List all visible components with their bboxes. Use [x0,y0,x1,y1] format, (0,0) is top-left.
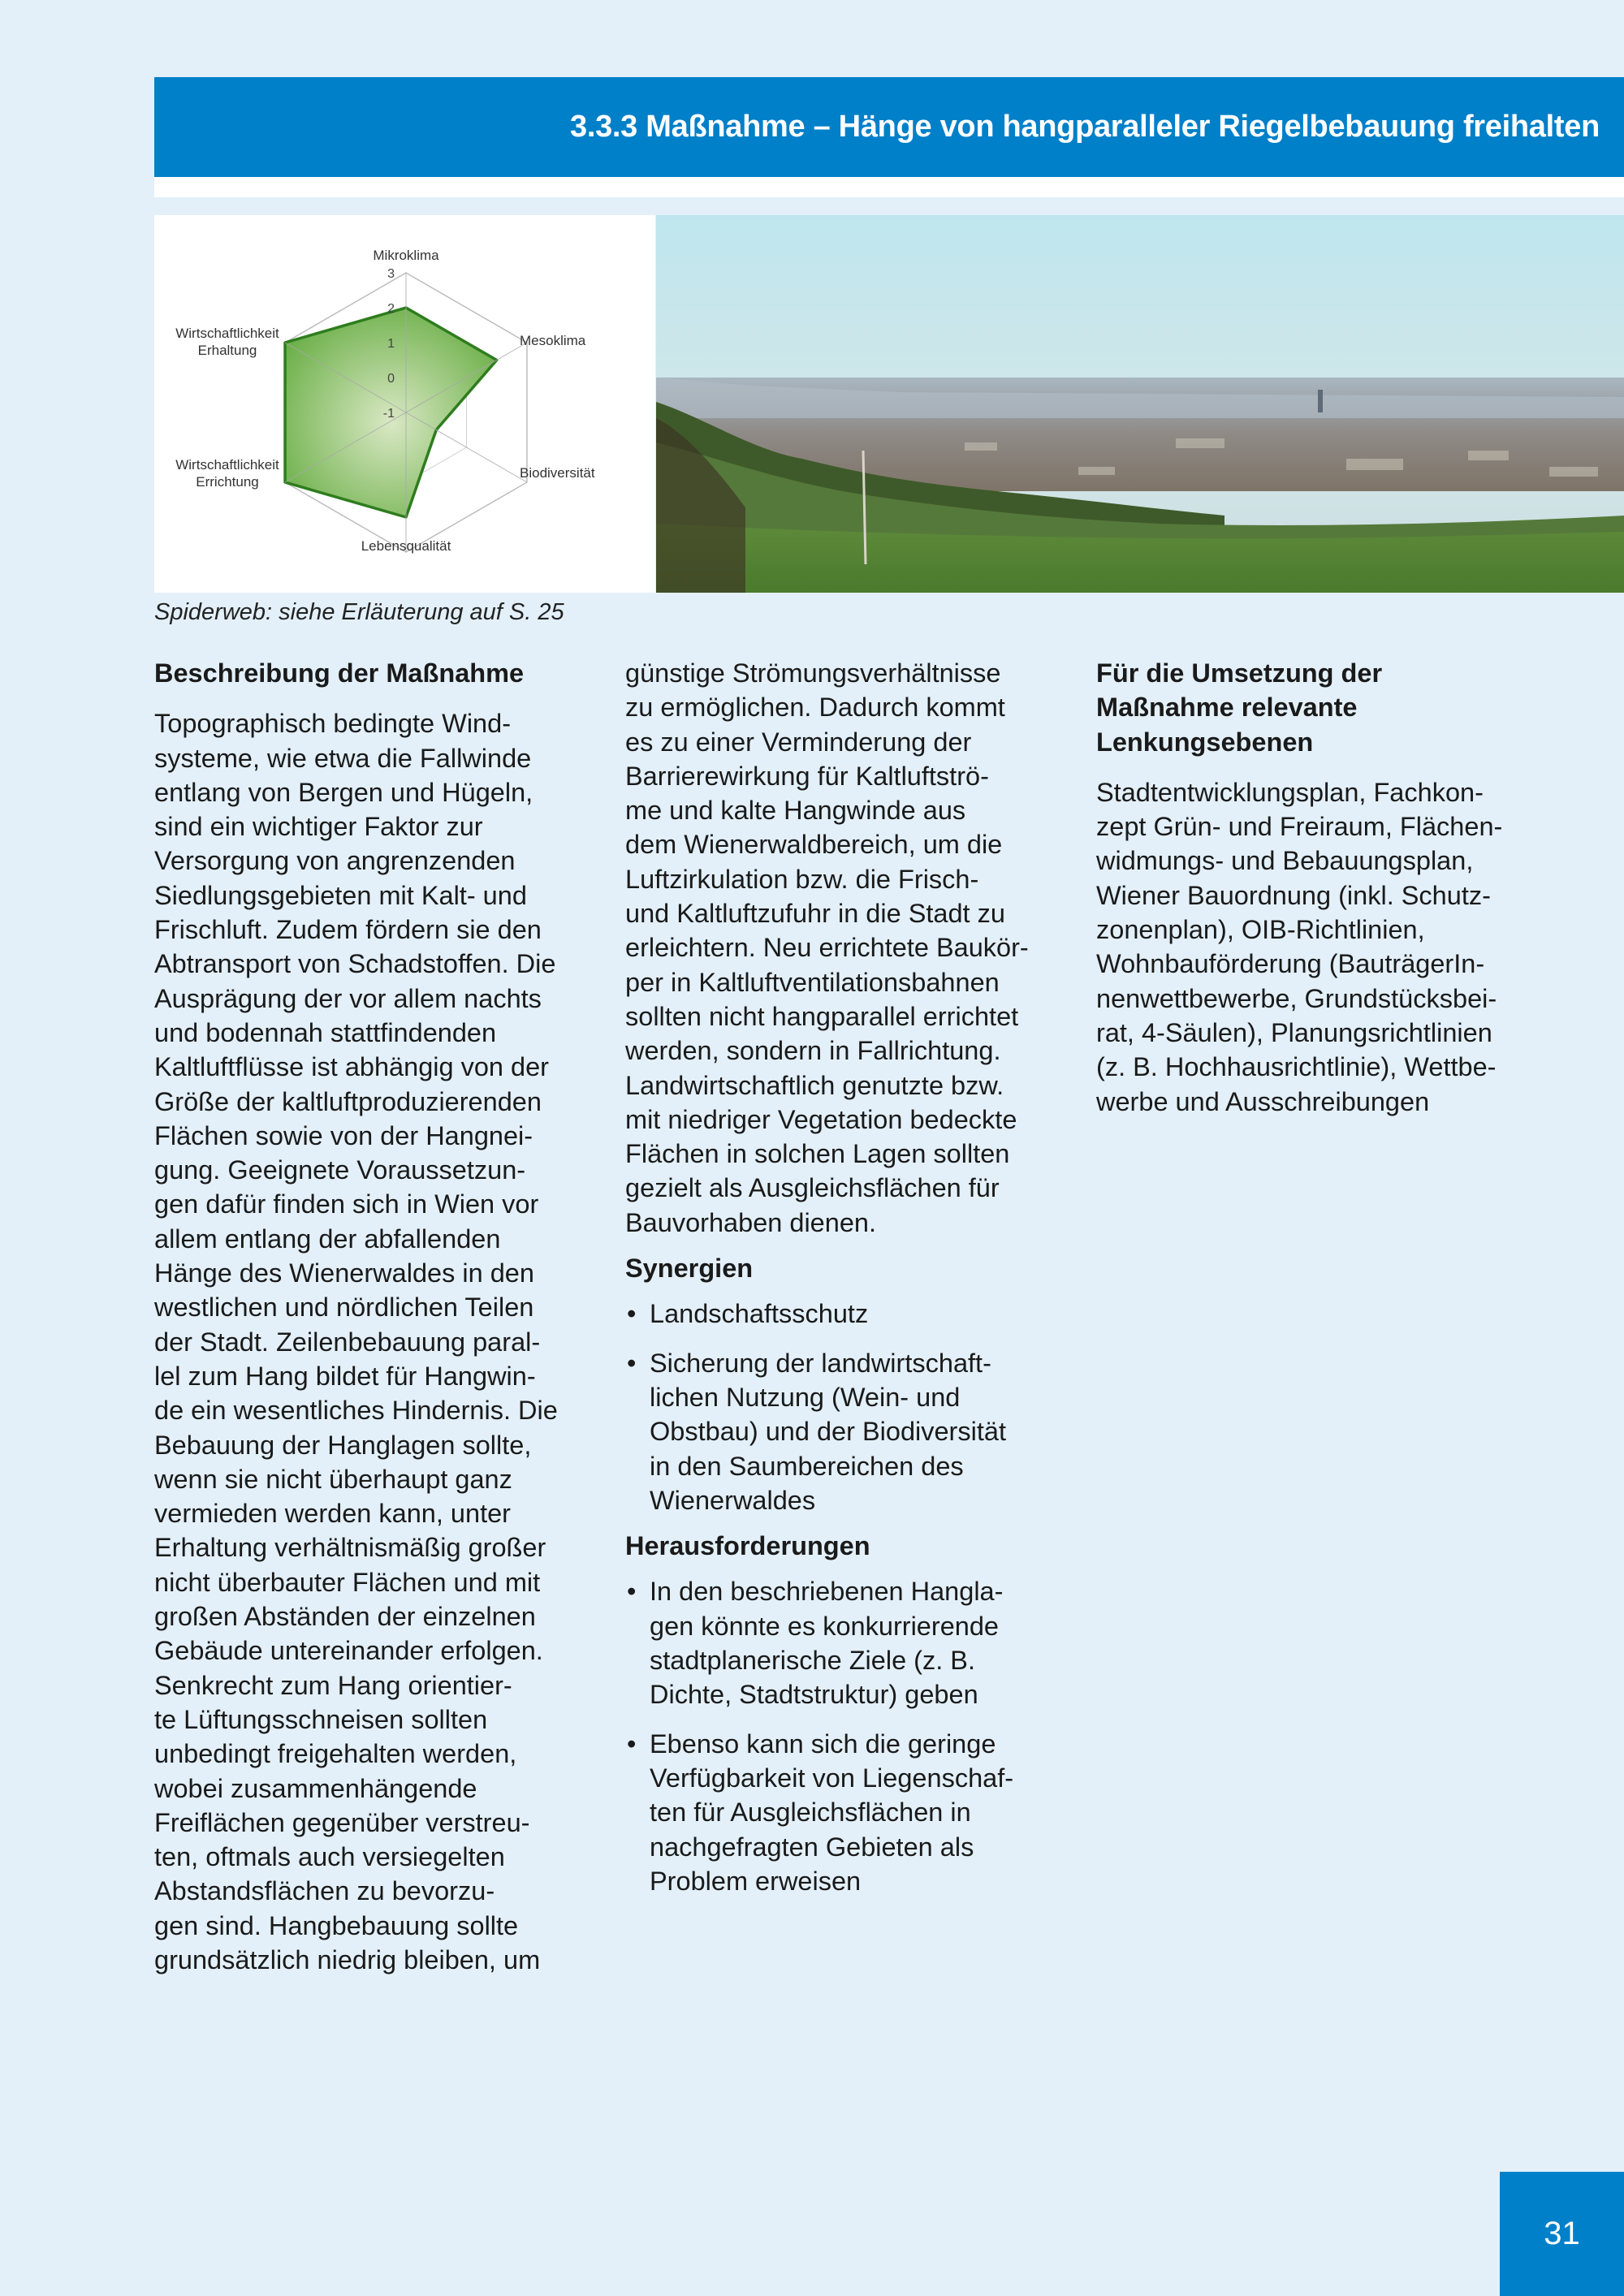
text-line: Wohnbauförderung (BauträgerIn- [1096,949,1485,979]
radar-axis-label: Mesoklima [520,333,586,348]
text-line: Lenkungsebenen [1096,727,1314,757]
spiderweb-chart [154,215,655,593]
radar-axis-label: Biodiversität [520,465,595,481]
text-line: Abtransport von Schadstoffen. Die [154,949,556,979]
text-line: zonenplan), OIB-Richtlinien, [1096,915,1425,945]
text-line: Problem erweisen [650,1866,862,1896]
text-line: nachgefragten Gebieten als [650,1832,974,1862]
text-line: nicht überbauter Flächen und mit [154,1567,541,1597]
text-line: Erhaltung verhältnismäßig großer [154,1533,546,1563]
text-line: gen dafür finden sich in Wien vor [154,1189,539,1219]
text-line: allem entlang der abfallenden [154,1224,501,1254]
text-line: es zu einer Verminderung der [625,727,972,757]
text-line: Bebauung der Hanglagen sollte, [154,1430,532,1460]
radar-axis-label: Lebensqualität [361,538,451,554]
text-line: in den Saumbereichen des [650,1451,964,1481]
text-line: • In den beschriebenen Hangla- [650,1577,1004,1607]
text-line: Verfügbarkeit von Liegenschaf- [650,1763,1014,1793]
radar-tick: -1 [382,407,395,421]
text-line: Wienerwaldes [650,1485,816,1515]
header-divider-strip [154,177,1624,197]
text-line: Barrierewirkung für Kaltluftströ- [625,761,989,791]
figure-caption: Spiderweb: siehe Erläuterung auf S. 25 [154,599,564,625]
text-line: rat, 4-Säulen), Planungsrichtlinien [1096,1017,1492,1047]
text-line: Topographisch bedingte Wind- [154,709,512,739]
text-line: erleichtern. Neu errichtete Baukör- [625,933,1029,963]
radar-axis-label: Wirtschaftlichkeit [175,457,279,473]
text-line: ten, oftmals auch versiegelten [154,1842,505,1872]
text-line: und bodennah stattfindenden [154,1017,497,1047]
text-line: dem Wienerwaldbereich, um die [625,830,1003,860]
challenges-list [625,1574,1064,1898]
text-line: stadtplanerische Ziele (z. B. [650,1646,976,1676]
text-line: mit niedriger Vegetation bedeckte [625,1104,1017,1134]
text-line: günstige Strömungsverhältnisse [625,658,1001,688]
text-line: vermieden werden kann, unter [154,1499,512,1529]
text-line: Freiflächen gegenüber verstreu- [154,1807,530,1837]
text-line: lel zum Hang bildet für Hangwin- [154,1361,536,1391]
text-line: sind ein wichtiger Faktor zur [154,812,483,842]
text-line: Obstbau) und der Biodiversität [650,1417,1006,1447]
text-line: großen Abständen der einzelnen [154,1602,536,1632]
page-number: 31 [1544,2216,1580,2251]
text-line: • Landschaftsschutz [650,1299,869,1329]
text-line: sollten nicht hangparallel errichtet [625,1001,1019,1031]
text-line: Flächen in solchen Lagen sollten [625,1139,1010,1169]
text-line: (z. B. Hochhausrichtlinie), Wettbe- [1096,1052,1497,1082]
radar-tick: 1 [387,337,395,351]
text-line: zept Grün- und Freiraum, Flächen- [1096,812,1503,842]
text-line: Für die Umsetzung der [1096,658,1383,688]
radar-tick: 0 [387,372,395,386]
page-number-box [1500,2172,1624,2296]
synergy-item [625,1297,1064,1331]
text-line: systeme, wie etwa die Fallwinde [154,743,532,773]
text-line: nenwettbewerbe, Grundstücksbei- [1096,983,1497,1013]
text-line: gezielt als Ausgleichsflächen für [625,1173,1000,1203]
text-line: der Stadt. Zeilenbebauung paral- [154,1327,541,1357]
text-line: Hänge des Wienerwaldes in den [154,1258,534,1288]
radar-axis-label: Errichtung [196,474,259,490]
text-line: de ein wesentliches Hindernis. Die [154,1396,558,1426]
text-line: • Ebenso kann sich die geringe [650,1728,996,1759]
text-line: wobei zusammenhängende [154,1773,477,1803]
text-line: werbe und Ausschreibungen [1096,1086,1430,1116]
text-line: Versorgung von angrenzenden [154,846,516,876]
text-line: Dichte, Stadtstruktur) geben [650,1680,978,1710]
text-line: Flächen sowie von der Hangnei- [154,1120,533,1150]
heading-challenges: Herausforderungen [625,1531,870,1561]
text-line: per in Kaltluftventilationsbahnen [625,967,1000,997]
text-line: Bauvorhaben dienen. [625,1207,877,1237]
section-header [154,77,1624,177]
text-line: Stadtentwicklungsplan, Fachkon- [1096,777,1484,807]
text-line: grundsätzlich niedrig bleiben, um [154,1944,541,1974]
text-line: Größe der kaltluftproduzierenden [154,1086,542,1116]
text-line: Ausprägung der vor allem nachts [154,983,542,1013]
text-line: Wiener Bauordnung (inkl. Schutz- [1096,880,1491,910]
text-line: gung. Geeignete Voraussetzun- [154,1155,526,1185]
text-line: Luftzirkulation bzw. die Frisch- [625,864,979,894]
text-line: Senkrecht zum Hang orientier- [154,1670,512,1700]
synergy-item [625,1346,1064,1517]
heading-synergies: Synergien [625,1254,754,1284]
radar-axis-label: Mikroklima [373,248,439,263]
text-line: me und kalte Hangwinde aus [625,796,966,826]
description-paragraph [154,706,593,1977]
text-line: Frischluft. Zudem fördern sie den [154,915,542,945]
text-line: Kaltluftflüsse ist abhängig von der [154,1052,549,1082]
text-line: gen sind. Hangbebauung sollte [154,1910,519,1940]
column-governance [1096,656,1559,1119]
challenge-item [625,1727,1064,1898]
text-line: widmungs- und Bebauungsplan, [1096,846,1474,876]
text-line: Maßnahme relevante [1096,693,1358,723]
text-line: Landwirtschaftlich genutzte bzw. [625,1070,1004,1100]
text-line: • Sicherung der landwirtschaft- [650,1348,991,1378]
text-line: lichen Nutzung (Wein- und [650,1382,961,1412]
challenge-item [625,1574,1064,1711]
text-line: te Lüftungsschneisen sollten [154,1704,488,1734]
text-line: Abstandsflächen zu bevorzu- [154,1876,495,1906]
text-line: zu ermöglichen. Dadurch kommt [625,693,1005,723]
vienna-panorama-image [656,215,1624,593]
text-line: ten für Ausgleichsflächen in [650,1798,971,1828]
text-line: entlang von Bergen und Hügeln, [154,777,533,807]
text-line: werden, sondern in Fallrichtung. [625,1036,1001,1066]
text-line: gen könnte es konkurrierende [650,1611,1000,1641]
text-line: westlichen und nördlichen Teilen [154,1293,534,1323]
text-line: Gebäude untereinander erfolgen. [154,1636,543,1666]
text-line: Siedlungsgebieten mit Kalt- und [154,880,527,910]
heading-governance-levels [1096,656,1559,759]
radar-tick: 3 [387,267,395,281]
heading-description: Beschreibung der Maßnahme [154,658,525,688]
text-line: wenn sie nicht überhaupt ganz [154,1464,512,1494]
continuation-paragraph [625,656,1064,1240]
landscape-photo [656,215,1624,593]
column-continuation [625,656,1064,1898]
synergies-list [625,1297,1064,1517]
column-description [154,656,593,1977]
radar-chart-svg [154,215,655,593]
governance-paragraph [1096,775,1559,1119]
text-line: und Kaltluftzufuhr in die Stadt zu [625,899,1005,929]
radar-axis-label: Erhaltung [197,343,257,358]
radar-tick: 2 [387,302,395,316]
text-line: unbedingt freigehalten werden, [154,1739,517,1769]
section-title: 3.3.3 Maßnahme – Hänge von hangparalleler Riegelbebauung freihalten [569,110,1600,144]
radar-axis-label: Wirtschaftlichkeit [175,326,279,341]
